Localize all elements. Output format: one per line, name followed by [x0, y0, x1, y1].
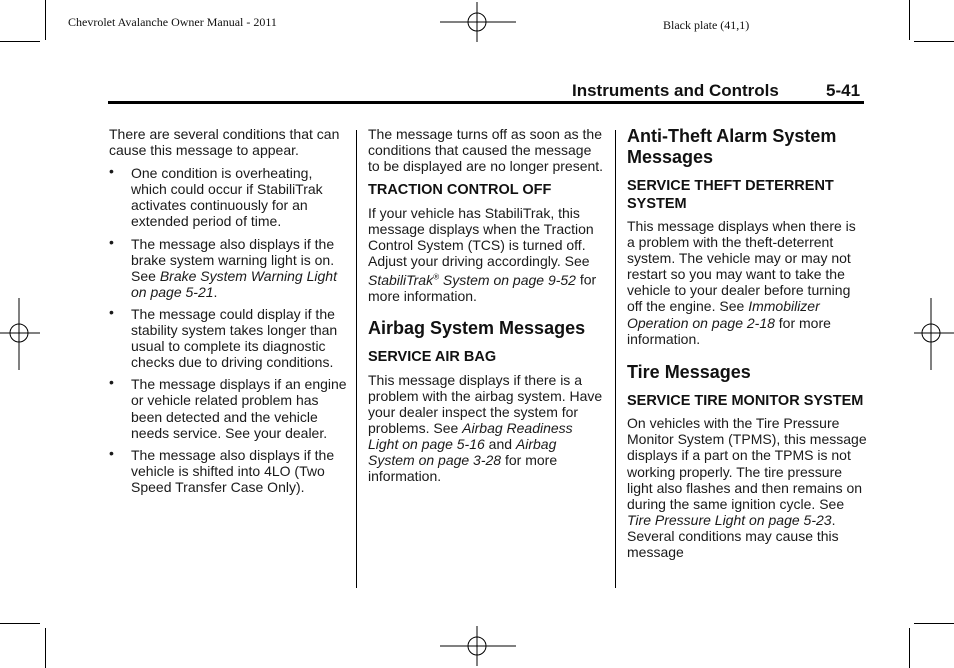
intro-paragraph: There are several conditions that can cause this message to appear.	[109, 126, 340, 159]
theft-deterrent-paragraph: This message displays when there is a problem with the theft-deterrent system. The vehicle may or may not restart so you may want to take the vehicle to your dealer before turning off the engine. See Immobilizer Operation on page 2-18 for more information.	[627, 218, 856, 347]
registration-mark-left-icon	[0, 298, 40, 370]
header-rule	[108, 101, 864, 104]
anti-theft-heading: Anti-Theft Alarm System Messages	[627, 126, 837, 167]
list-item: • The message also displays if the vehicle is shifted into 4LO (Two Speed Transfer Case Only).	[109, 444, 335, 495]
airbag-readiness-link[interactable]: Airbag Readiness Light on page 5-16	[368, 419, 573, 452]
message-off-paragraph: The message turns off as soon as the conditions that caused the message to be displayed are no longer present.	[368, 126, 604, 175]
tire-pressure-link[interactable]: Tire Pressure Light on page 5-23	[627, 511, 832, 528]
column-divider-2	[615, 130, 616, 588]
registration-mark-top-icon	[440, 2, 516, 42]
column-2	[368, 126, 606, 484]
manual-title: Chevrolet Avalanche Owner Manual - 2011	[68, 15, 277, 29]
service-air-bag-paragraph: This message displays if there is a problem with the airbag system. Have your dealer inspect the system for problems. See Airbag Readiness Light on page 5-16 and Airbag System on page 3-28 for more information.	[368, 371, 603, 485]
registration-mark-bottom-icon	[440, 626, 516, 666]
tire-messages-heading: Tire Messages	[627, 361, 751, 382]
bullet-icon: •	[109, 303, 114, 320]
tire-monitor-paragraph: On vehicles with the Tire Pressure Monitor System (TPMS), this message displays if a part on the TPMS is not working properly. The tire pressure light also flashes and then remains on during the same ignition cycle. See Tire Pressure Light on page 5-23. Several conditions may cause this message	[627, 415, 867, 560]
bullet-icon: •	[109, 444, 114, 461]
section-title: Instruments and Controls	[572, 81, 779, 100]
traction-control-paragraph: If your vehicle has StabiliTrak, this message displays when the Traction Control System (TCS) is turned off. Adjust your driving accordingly. See StabiliTrak® System on page 9-52 for more information.	[368, 204, 597, 304]
page-number: 5-41	[826, 81, 861, 100]
traction-control-heading: TRACTION CONTROL OFF	[368, 182, 552, 199]
list-item: • The message could display if the stability system takes longer than usual to complete its diagnostic checks due to driving conditions.	[109, 303, 338, 371]
airbag-system-link[interactable]: Airbag System on page 3-28	[368, 435, 557, 468]
list-item: • One condition is overheating, which could occur if StabiliTrak activates continuously for an extended period of time.	[109, 163, 323, 230]
column-1	[109, 126, 349, 495]
bullet-icon: •	[109, 233, 114, 250]
service-theft-deterrent-heading: SERVICE THEFT DETERRENT SYSTEM	[627, 178, 834, 212]
list-item: • The message displays if an engine or vehicle related problem has been detected and the vehicle needs service. See your dealer.	[109, 374, 347, 441]
registration-mark-right-icon	[914, 298, 954, 370]
column-3	[627, 126, 867, 560]
service-tire-monitor-heading: SERVICE TIRE MONITOR SYSTEM	[627, 392, 864, 409]
immobilizer-link[interactable]: Immobilizer Operation on page 2-18	[627, 298, 820, 331]
brake-warning-link[interactable]: Brake System Warning Light on page 5-21	[131, 267, 337, 300]
plate-label: Black plate (41,1)	[663, 18, 750, 32]
list-item: • The message also displays if the brake system warning light is on. See Brake System Warning Light on page 5-21.	[109, 233, 337, 300]
stabilitrak-link[interactable]: StabiliTrak® System on page 9-52	[368, 271, 576, 288]
airbag-messages-heading: Airbag System Messages	[368, 318, 586, 338]
bullet-icon: •	[109, 163, 114, 180]
service-air-bag-heading: SERVICE AIR BAG	[368, 349, 497, 365]
column-divider-1	[356, 130, 357, 588]
conditions-list	[109, 165, 349, 495]
bullet-icon: •	[109, 374, 114, 391]
